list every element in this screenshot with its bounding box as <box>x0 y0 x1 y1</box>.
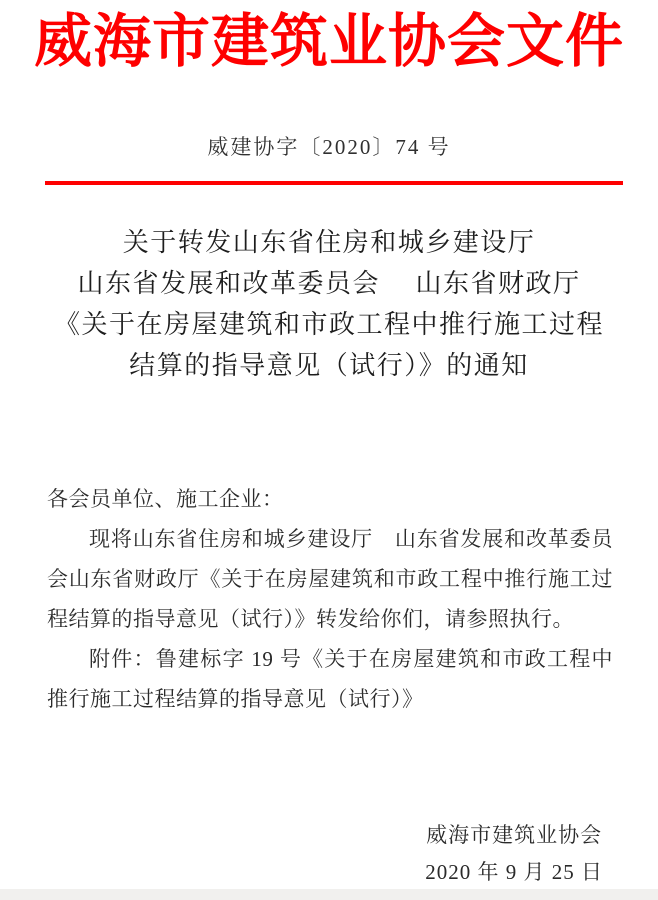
header-divider-rule <box>45 181 623 185</box>
signature-org-name: 威海市建筑业协会 <box>426 823 603 847</box>
document-masthead-title: 威海市建筑业协会文件 <box>33 9 624 74</box>
page-bottom-edge <box>0 889 658 900</box>
attachment-paragraph: 附件：鲁建标字 19 号《关于在房屋建筑和市政工程中推行施工过程结算的指导意见（试行）》 <box>47 647 613 711</box>
signature-date: 2020 年 9 月 25 日 <box>425 860 603 884</box>
notice-title-line-1: 关于转发山东省住房和城乡建设厅 <box>122 228 536 257</box>
notice-title-block <box>20 222 638 386</box>
document-number: 威建协字〔2020〕74 号 <box>207 135 451 159</box>
signature-block <box>425 817 603 891</box>
notice-title-line-3: 《关于在房屋建筑和市政工程中推行施工过程 <box>53 310 604 339</box>
salutation-line: 各会员单位、施工企业： <box>47 487 284 511</box>
body-paragraph: 现将山东省住房和城乡建设厅 山东省发展和改革委员会山东省财政厅《关于在房屋建筑和市政工程中推行施工过程结算的指导意见（试行）》转发给你们，请参照执行。 <box>47 527 613 631</box>
notice-title-line-4: 结算的指导意见（试行）》的通知 <box>129 351 529 380</box>
notice-title-line-2: 山东省发展和改革委员会 山东省财政厅 <box>77 269 581 298</box>
document-body <box>47 479 613 719</box>
